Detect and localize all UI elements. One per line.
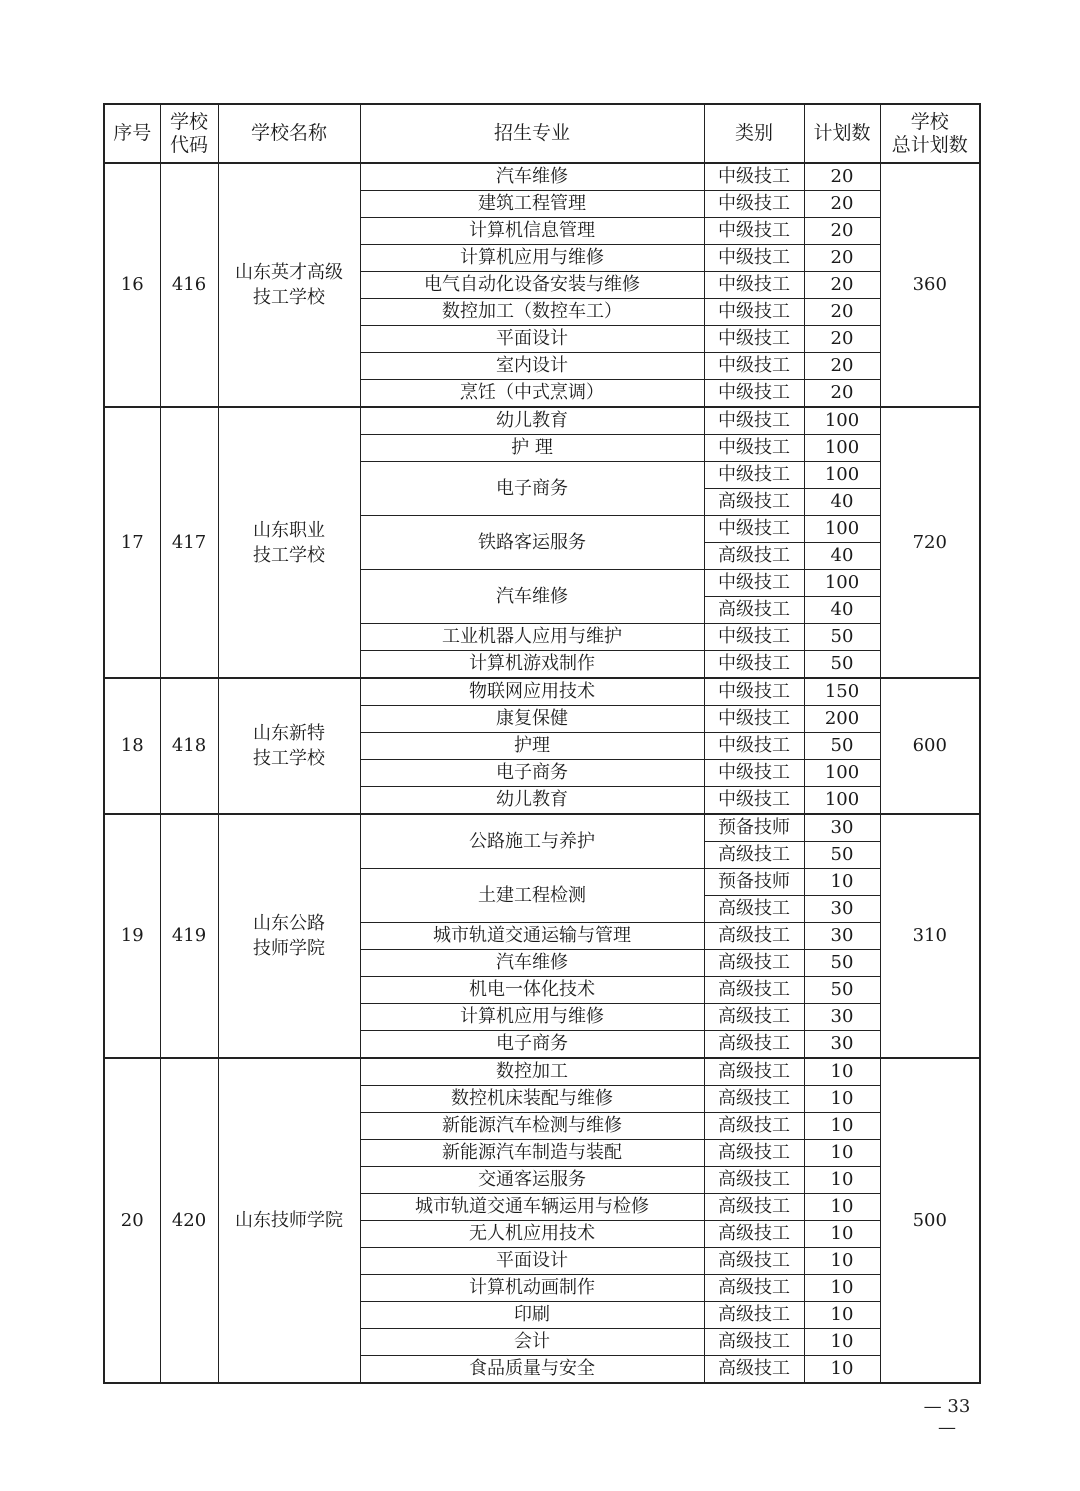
major-cell: 无人机应用技术 (360, 1221, 704, 1248)
major-cell: 印刷 (360, 1302, 704, 1329)
seq-cell: 18 (104, 678, 160, 814)
major-cell: 平面设计 (360, 326, 704, 353)
major-cell: 食品质量与安全 (360, 1356, 704, 1384)
category-cell: 中级技工 (704, 624, 804, 651)
major-cell: 电子商务 (360, 462, 704, 516)
category-cell: 高级技工 (704, 1275, 804, 1302)
plan-cell: 50 (804, 624, 880, 651)
plan-cell: 150 (804, 678, 880, 706)
category-cell: 高级技工 (704, 950, 804, 977)
category-cell: 中级技工 (704, 245, 804, 272)
header-category: 类别 (704, 104, 804, 163)
school-name-line1: 山东新特 (253, 723, 325, 744)
category-cell: 高级技工 (704, 1194, 804, 1221)
major-cell: 康复保健 (360, 706, 704, 733)
plan-cell: 50 (804, 842, 880, 869)
enrollment-plan-table (103, 103, 981, 1384)
plan-cell: 20 (804, 353, 880, 380)
page-number: — 33 — (923, 1396, 971, 1438)
category-cell: 中级技工 (704, 380, 804, 408)
category-cell: 中级技工 (704, 407, 804, 435)
plan-cell: 10 (804, 1329, 880, 1356)
table-row (104, 814, 980, 842)
plan-cell: 100 (804, 760, 880, 787)
major-cell: 土建工程检测 (360, 869, 704, 923)
plan-cell: 10 (804, 1221, 880, 1248)
major-cell: 数控加工 (360, 1058, 704, 1086)
category-cell: 中级技工 (704, 760, 804, 787)
school-name-line1: 山东公路 (253, 913, 325, 934)
major-cell: 护 理 (360, 435, 704, 462)
header-code-line2: 代码 (169, 133, 208, 156)
plan-cell: 20 (804, 380, 880, 408)
plan-cell: 30 (804, 1004, 880, 1031)
category-cell: 中级技工 (704, 678, 804, 706)
school-total-cell: 720 (880, 407, 980, 678)
school-code-cell: 416 (160, 163, 218, 407)
plan-cell: 20 (804, 299, 880, 326)
major-cell: 计算机动画制作 (360, 1275, 704, 1302)
header-school-name: 学校名称 (218, 104, 360, 163)
plan-cell: 10 (804, 1302, 880, 1329)
school-name-cell (218, 163, 360, 407)
category-cell: 高级技工 (704, 896, 804, 923)
category-cell: 高级技工 (704, 489, 804, 516)
school-code-cell: 420 (160, 1058, 218, 1383)
major-cell: 新能源汽车制造与装配 (360, 1140, 704, 1167)
seq-cell: 19 (104, 814, 160, 1058)
school-name-line2: 技工学校 (253, 748, 325, 769)
category-cell: 中级技工 (704, 787, 804, 815)
major-cell: 城市轨道交通运输与管理 (360, 923, 704, 950)
school-total-cell: 500 (880, 1058, 980, 1383)
category-cell: 高级技工 (704, 597, 804, 624)
plan-cell: 10 (804, 1248, 880, 1275)
header-plan: 计划数 (804, 104, 880, 163)
major-cell: 电子商务 (360, 760, 704, 787)
plan-cell: 100 (804, 435, 880, 462)
category-cell: 中级技工 (704, 706, 804, 733)
header-school-code (160, 104, 218, 163)
major-cell: 会计 (360, 1329, 704, 1356)
category-cell: 高级技工 (704, 1167, 804, 1194)
plan-cell: 40 (804, 543, 880, 570)
category-cell: 中级技工 (704, 299, 804, 326)
school-name-cell (218, 407, 360, 678)
school-total-cell: 310 (880, 814, 980, 1058)
table-row (104, 678, 980, 706)
school-code-cell: 417 (160, 407, 218, 678)
plan-cell: 20 (804, 191, 880, 218)
major-cell: 护理 (360, 733, 704, 760)
school-code-cell: 419 (160, 814, 218, 1058)
major-cell: 幼儿教育 (360, 407, 704, 435)
major-cell: 计算机应用与维修 (360, 245, 704, 272)
category-cell: 预备技师 (704, 814, 804, 842)
category-cell: 高级技工 (704, 1248, 804, 1275)
school-name-cell (218, 814, 360, 1058)
major-cell: 铁路客运服务 (360, 516, 704, 570)
major-cell: 物联网应用技术 (360, 678, 704, 706)
major-cell: 计算机信息管理 (360, 218, 704, 245)
major-cell: 汽车维修 (360, 570, 704, 624)
seq-cell: 17 (104, 407, 160, 678)
plan-cell: 40 (804, 489, 880, 516)
category-cell: 高级技工 (704, 1302, 804, 1329)
plan-cell: 50 (804, 950, 880, 977)
seq-cell: 20 (104, 1058, 160, 1383)
header-total (880, 104, 980, 163)
plan-cell: 50 (804, 651, 880, 679)
category-cell: 中级技工 (704, 353, 804, 380)
category-cell: 中级技工 (704, 516, 804, 543)
plan-cell: 30 (804, 896, 880, 923)
category-cell: 中级技工 (704, 733, 804, 760)
plan-cell: 30 (804, 923, 880, 950)
category-cell: 高级技工 (704, 1031, 804, 1059)
category-cell: 中级技工 (704, 191, 804, 218)
school-total-cell: 360 (880, 163, 980, 407)
category-cell: 高级技工 (704, 1356, 804, 1384)
major-cell: 烹饪（中式烹调） (360, 380, 704, 408)
category-cell: 中级技工 (704, 651, 804, 679)
plan-cell: 10 (804, 1086, 880, 1113)
plan-cell: 30 (804, 1031, 880, 1059)
category-cell: 中级技工 (704, 570, 804, 597)
plan-cell: 10 (804, 1356, 880, 1384)
plan-cell: 20 (804, 245, 880, 272)
school-name-cell (218, 1058, 360, 1383)
category-cell: 中级技工 (704, 272, 804, 299)
school-name-line2: 技师学院 (253, 938, 325, 959)
plan-cell: 10 (804, 1275, 880, 1302)
major-cell: 平面设计 (360, 1248, 704, 1275)
major-cell: 工业机器人应用与维护 (360, 624, 704, 651)
major-cell: 计算机应用与维修 (360, 1004, 704, 1031)
major-cell: 电子商务 (360, 1031, 704, 1059)
header-seq: 序号 (104, 104, 160, 163)
category-cell: 中级技工 (704, 435, 804, 462)
plan-cell: 10 (804, 1113, 880, 1140)
category-cell: 高级技工 (704, 923, 804, 950)
plan-cell: 10 (804, 1058, 880, 1086)
category-cell: 中级技工 (704, 462, 804, 489)
plan-cell: 50 (804, 977, 880, 1004)
seq-cell: 16 (104, 163, 160, 407)
header-row (104, 104, 980, 163)
header-total-line2: 总计划数 (891, 133, 968, 156)
header-code-line1: 学校 (169, 110, 208, 133)
major-cell: 数控机床装配与维修 (360, 1086, 704, 1113)
plan-cell: 100 (804, 787, 880, 815)
plan-cell: 20 (804, 272, 880, 299)
major-cell: 幼儿教育 (360, 787, 704, 815)
category-cell: 高级技工 (704, 543, 804, 570)
major-cell: 计算机游戏制作 (360, 651, 704, 679)
category-cell: 高级技工 (704, 1329, 804, 1356)
table-row (104, 1058, 980, 1086)
school-name-cell (218, 678, 360, 814)
category-cell: 中级技工 (704, 218, 804, 245)
plan-cell: 40 (804, 597, 880, 624)
table-row (104, 163, 980, 191)
plan-cell: 10 (804, 869, 880, 896)
school-name-line1: 山东职业 (253, 519, 325, 541)
school-total-cell: 600 (880, 678, 980, 814)
major-cell: 公路施工与养护 (360, 814, 704, 869)
school-name-line2: 技工学校 (253, 287, 325, 308)
plan-cell: 100 (804, 407, 880, 435)
category-cell: 高级技工 (704, 1058, 804, 1086)
major-cell: 交通客运服务 (360, 1167, 704, 1194)
category-cell: 高级技工 (704, 842, 804, 869)
plan-cell: 100 (804, 570, 880, 597)
category-cell: 高级技工 (704, 977, 804, 1004)
major-cell: 电气自动化设备安装与维修 (360, 272, 704, 299)
school-code-cell: 418 (160, 678, 218, 814)
category-cell: 预备技师 (704, 869, 804, 896)
category-cell: 高级技工 (704, 1113, 804, 1140)
category-cell: 中级技工 (704, 163, 804, 191)
major-cell: 汽车维修 (360, 163, 704, 191)
plan-cell: 10 (804, 1167, 880, 1194)
category-cell: 高级技工 (704, 1004, 804, 1031)
major-cell: 汽车维修 (360, 950, 704, 977)
category-cell: 高级技工 (704, 1140, 804, 1167)
major-cell: 城市轨道交通车辆运用与检修 (360, 1194, 704, 1221)
plan-cell: 200 (804, 706, 880, 733)
plan-cell: 10 (804, 1140, 880, 1167)
school-name-line1: 山东技师学院 (235, 1210, 343, 1231)
plan-cell: 20 (804, 163, 880, 191)
plan-cell: 50 (804, 733, 880, 760)
plan-cell: 10 (804, 1194, 880, 1221)
table-row (104, 407, 980, 435)
major-cell: 机电一体化技术 (360, 977, 704, 1004)
category-cell: 高级技工 (704, 1221, 804, 1248)
school-name-line2: 技工学校 (253, 544, 325, 566)
plan-cell: 30 (804, 814, 880, 842)
category-cell: 中级技工 (704, 326, 804, 353)
plan-cell: 100 (804, 516, 880, 543)
school-name-line1: 山东英才高级 (235, 262, 343, 283)
plan-cell: 20 (804, 218, 880, 245)
table-body (104, 163, 980, 1383)
category-cell: 高级技工 (704, 1086, 804, 1113)
header-total-line1: 学校 (910, 110, 949, 133)
major-cell: 新能源汽车检测与维修 (360, 1113, 704, 1140)
major-cell: 室内设计 (360, 353, 704, 380)
major-cell: 建筑工程管理 (360, 191, 704, 218)
plan-cell: 100 (804, 462, 880, 489)
major-cell: 数控加工（数控车工） (360, 299, 704, 326)
header-major: 招生专业 (360, 104, 704, 163)
plan-cell: 20 (804, 326, 880, 353)
